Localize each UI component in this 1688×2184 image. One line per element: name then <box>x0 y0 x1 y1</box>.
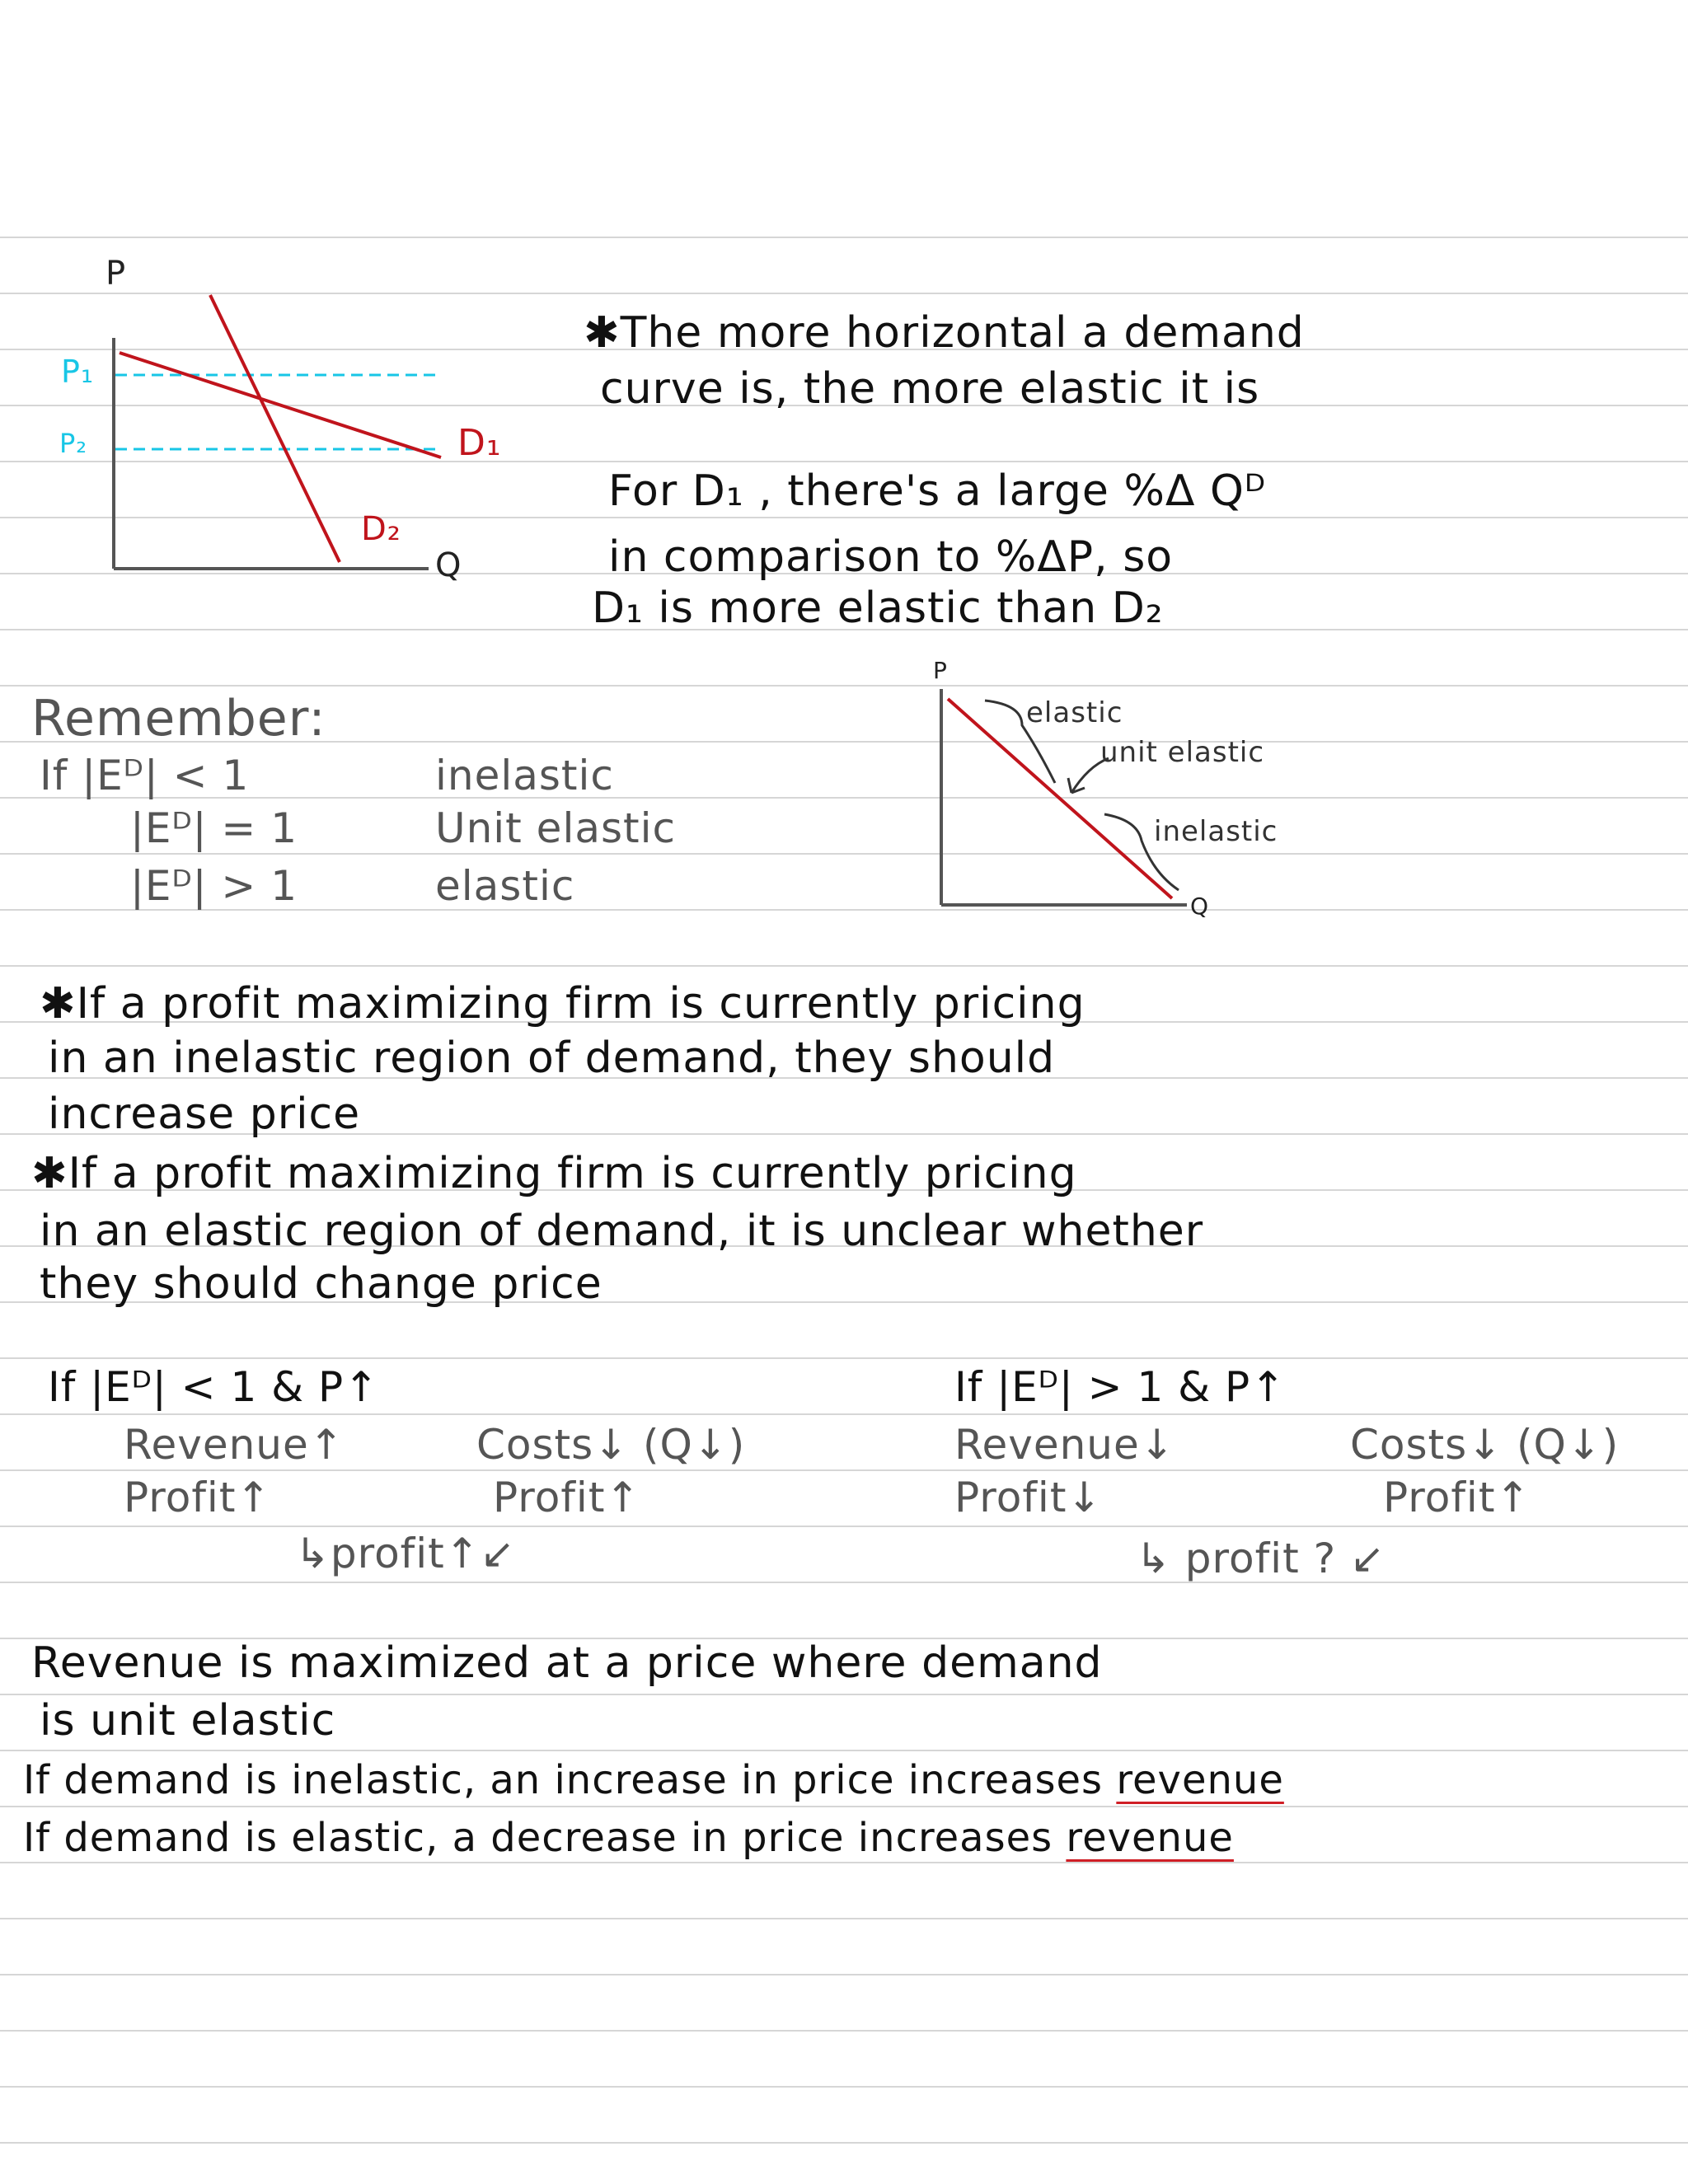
graph1-p-label: P <box>106 255 127 293</box>
note2-line4: ✱If a profit maximizing firm is currently pricing <box>31 1149 1077 1198</box>
summary-line3-revenue: revenue <box>1116 1757 1284 1803</box>
note2-line5: in an elastic region of demand, it is unclear whether <box>40 1207 1204 1256</box>
note1-line5: D₁ is more elastic than D₂ <box>592 583 1164 633</box>
summary-line1: Revenue is maximized at a price where demand <box>31 1638 1103 1688</box>
note1-line2: curve is, the more elastic it is <box>600 364 1260 414</box>
right-case-revenue: Revenue↓ <box>954 1421 1175 1469</box>
graph2-p-label: P <box>933 657 948 684</box>
summary-line2: is unit elastic <box>40 1696 336 1746</box>
note2-line2: in an inelastic region of demand, they should <box>48 1033 1056 1083</box>
d2-label: D₂ <box>361 510 401 548</box>
note1-line3: For D₁ , there's a large %Δ Qᴰ <box>608 466 1267 516</box>
left-case-result: ↳profit↑↙ <box>295 1530 516 1577</box>
right-case-profit1: Profit↓ <box>954 1474 1103 1521</box>
unit-elastic-label: unit elastic <box>1100 736 1265 769</box>
right-case-result: ↳ profit ? ↙ <box>1136 1535 1386 1582</box>
right-case-profit2: Profit↑ <box>1383 1474 1531 1521</box>
inelastic-label: inelastic <box>1154 815 1278 848</box>
summary-line3 <box>23 1757 1284 1803</box>
remember-row2-cond: |Eᴰ| = 1 <box>130 804 298 852</box>
left-case-costs: Costs↓ (Q↓) <box>476 1421 746 1469</box>
summary-line4 <box>23 1815 1234 1861</box>
remember-title: Remember: <box>31 690 326 748</box>
graph2-q-label: Q <box>1190 893 1210 920</box>
note2-line6: they should change price <box>40 1259 603 1309</box>
remember-row3-label: elastic <box>435 862 575 910</box>
summary-line4-text: If demand is elastic, a decrease in price increases <box>23 1815 1053 1861</box>
summary-line3-text: If demand is inelastic, an increase in price increases <box>23 1757 1104 1803</box>
note1-line1: ✱The more horizontal a demand <box>584 308 1305 358</box>
right-case-head: If |Eᴰ| > 1 & P↑ <box>954 1363 1287 1411</box>
graph1-q-label: Q <box>435 546 462 584</box>
left-case-head: If |Eᴰ| < 1 & P↑ <box>48 1363 380 1411</box>
p2-label: P₂ <box>59 428 88 459</box>
left-case-revenue: Revenue↑ <box>124 1421 345 1469</box>
left-case-profit1: Profit↑ <box>124 1474 272 1521</box>
p1-label: P₁ <box>61 354 95 390</box>
left-case-profit2: Profit↑ <box>493 1474 641 1521</box>
remember-row1-label: inelastic <box>435 752 614 799</box>
note2-line3: increase price <box>48 1090 361 1139</box>
remember-row2-label: Unit elastic <box>435 804 677 852</box>
right-case-costs: Costs↓ (Q↓) <box>1350 1421 1620 1469</box>
d1-label: D₁ <box>457 422 502 464</box>
note1-line4: in comparison to %ΔP, so <box>608 532 1174 582</box>
note2-line1: ✱If a profit maximizing firm is currently pricing <box>40 979 1085 1029</box>
remember-row1-cond: If |Eᴰ| < 1 <box>40 752 250 799</box>
elastic-label: elastic <box>1026 696 1123 729</box>
remember-row3-cond: |Eᴰ| > 1 <box>130 862 298 910</box>
summary-line4-revenue: revenue <box>1066 1815 1234 1861</box>
